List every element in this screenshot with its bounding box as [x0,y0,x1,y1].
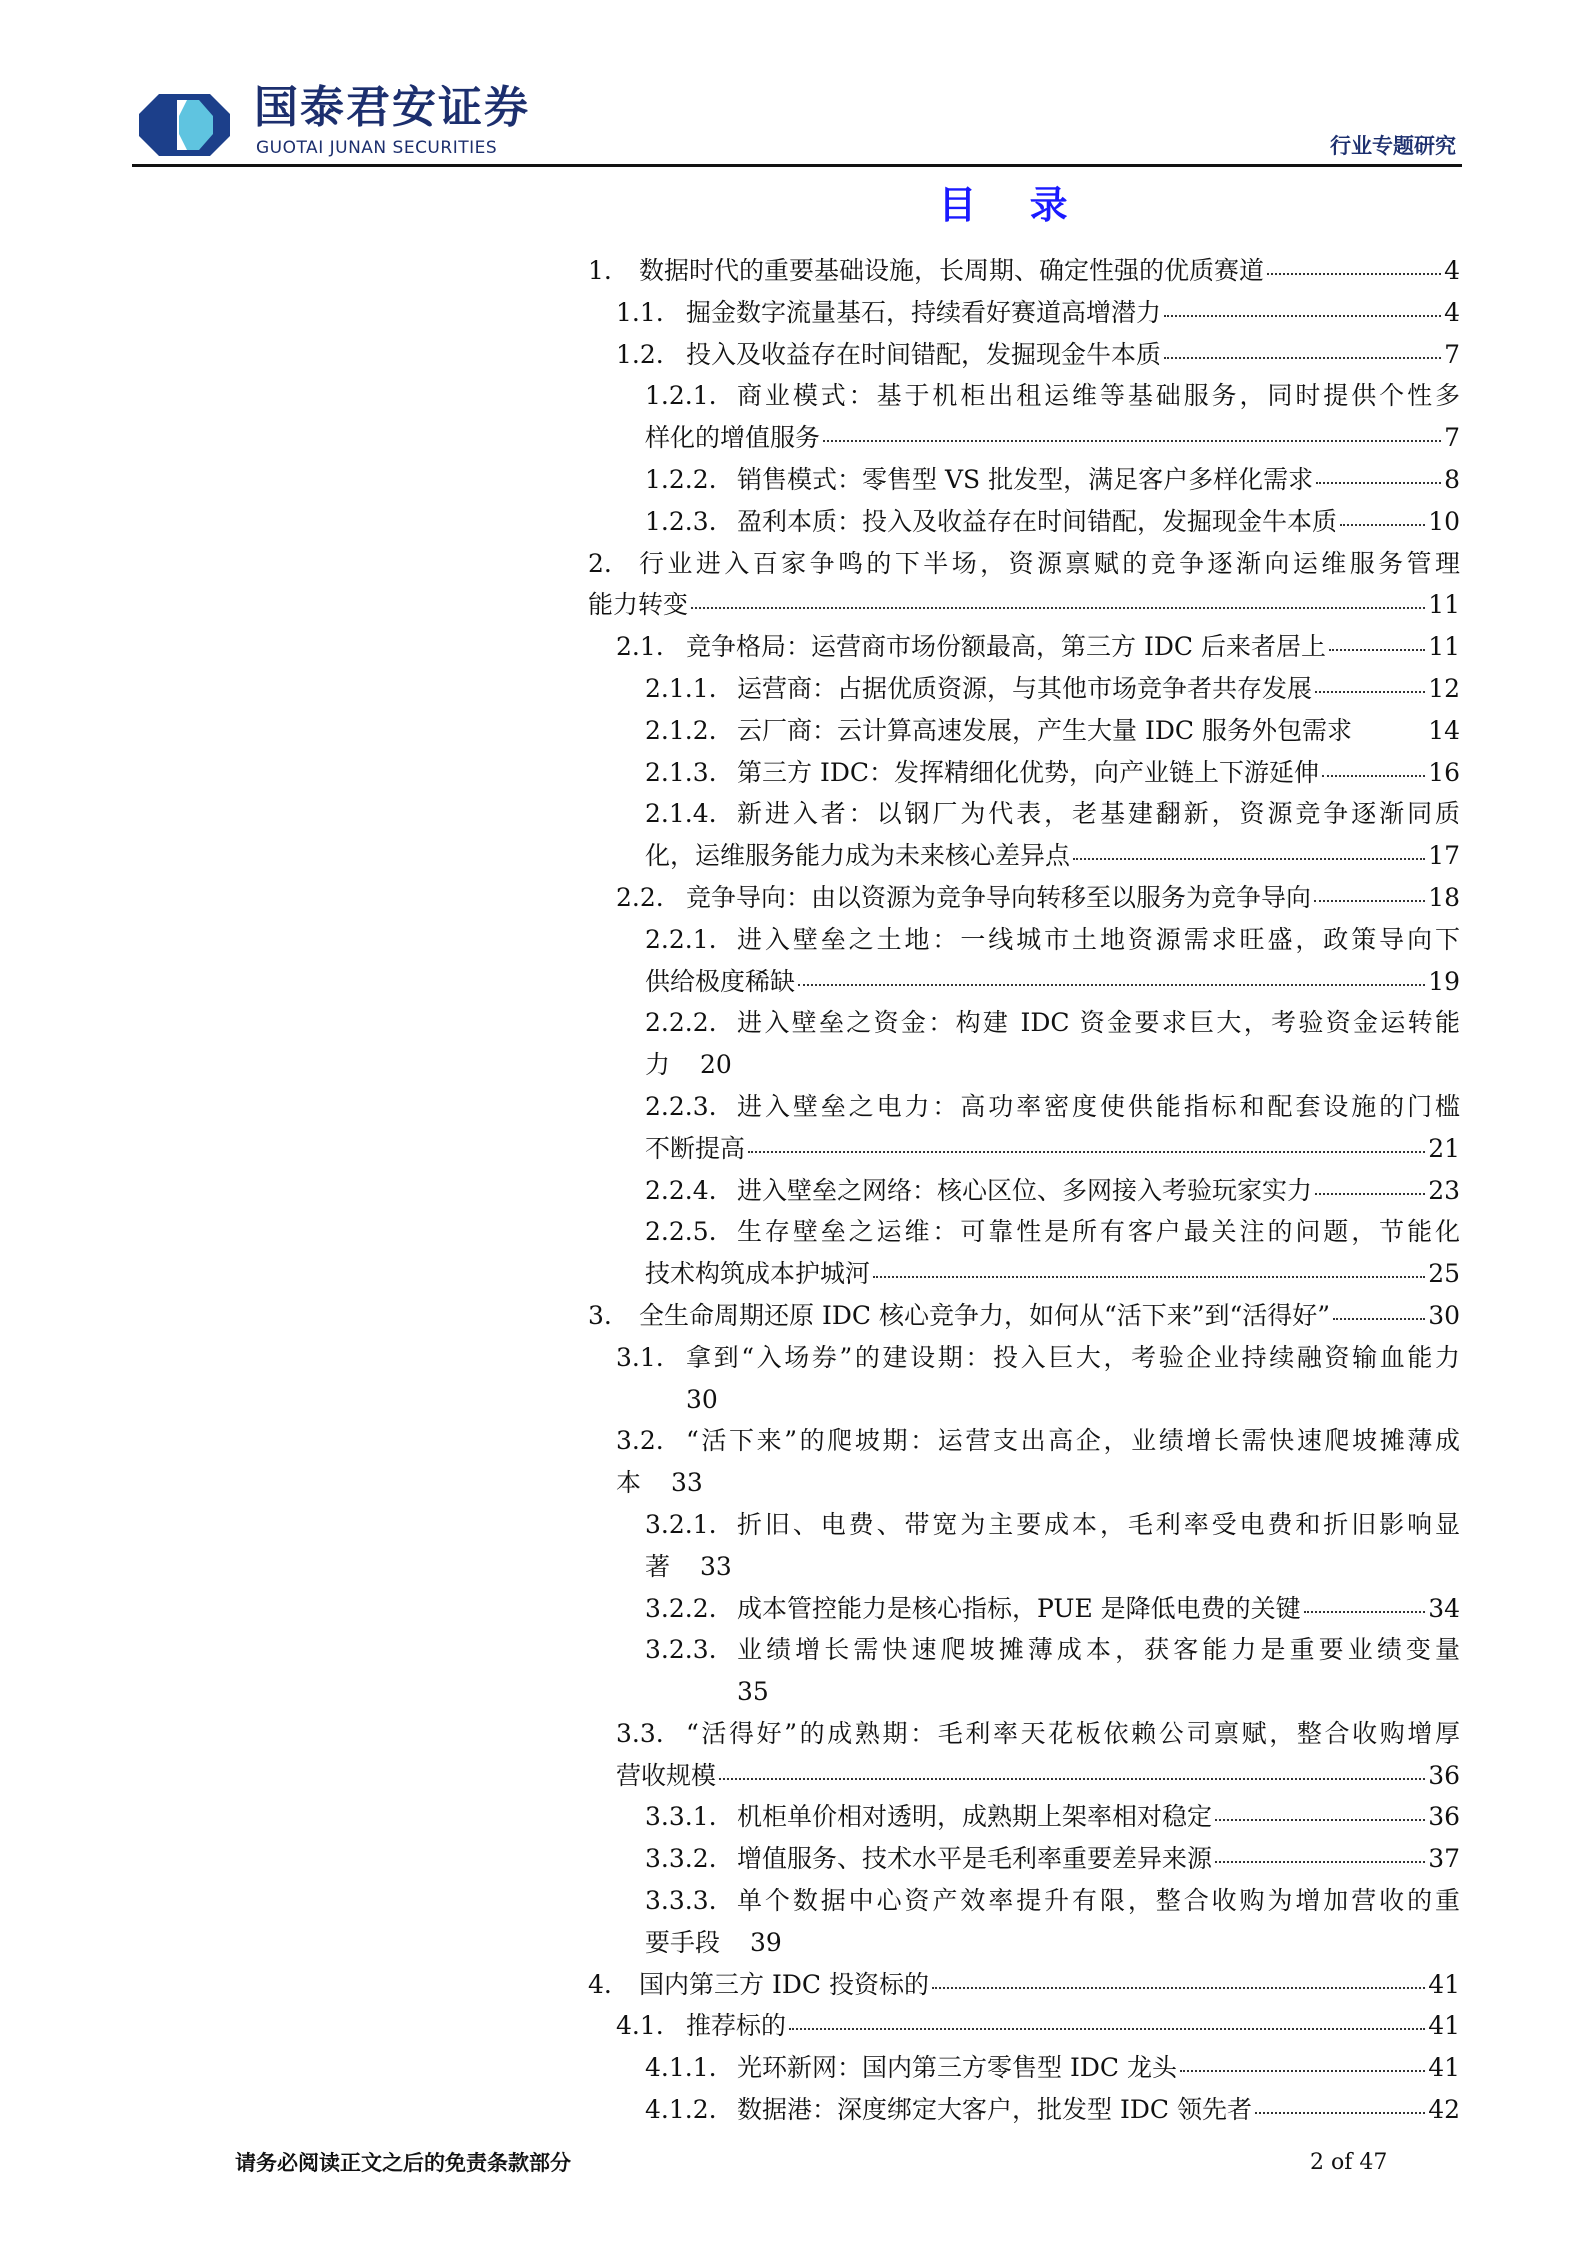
toc-entry-page: 42 [1428,2095,1460,2125]
toc-entry[interactable] [586,334,1460,376]
dot-leader [1315,1193,1425,1195]
toc-entry-title: 成本管控能力是核心指标，PUE 是降低电费的关键 [737,1593,1301,1623]
toc-entry-title: 进入壁垒之网络：核心区位、多网接入考验玩家实力 [737,1175,1313,1205]
toc-line [586,1838,1460,1880]
toc-entry-title: 不断提高 [645,1133,746,1163]
dot-leader [1316,482,1441,484]
toc-entry-page: 41 [1428,2053,1460,2083]
toc-entry[interactable] [586,1880,1460,1964]
toc-entry-number: 3.3. [616,1718,664,1748]
toc-entry-number: 2.1.1. [645,673,717,703]
toc-entry-title: 数据时代的重要基础设施，长周期、确定性强的优质赛道 [639,256,1265,285]
toc-entry-number: 1.2.3. [645,506,717,536]
toc-entry-number: 1.1. [616,297,664,327]
toc-entry-title: 国内第三方 IDC 投资标的 [639,1969,929,1999]
toc-line [586,1379,1460,1421]
dot-leader [1304,1611,1426,1613]
toc-entry-title: 新进入者：以钢厂为代表，老基建翻新，资源竞争逐渐同质 [737,799,1460,829]
brand-name-en: GUOTAI JUNAN SECURITIES [256,138,498,158]
toc-line [586,626,1460,668]
toc-entry-title: 掘金数字流量基石，持续看好赛道高增潜力 [686,297,1162,327]
toc-line [586,1713,1460,1755]
dot-leader [1215,1819,1425,1821]
toc-entry-title: 投入及收益存在时间错配，发掘现金牛本质 [686,339,1162,369]
toc-entry-title: 竞争导向：由以资源为竞争导向转移至以服务为竞争导向 [686,882,1312,912]
toc-entry-title: 行业进入百家争鸣的下半场，资源禀赋的竞争逐渐向运维服务管理 [639,548,1460,578]
toc-line [586,334,1460,376]
toc-entry-title: 增值服务、技术水平是毛利率重要差异来源 [737,1844,1213,1874]
dot-leader [1315,691,1425,693]
toc-entry-number: 2.1.4. [645,799,717,829]
toc-line [586,1337,1460,1379]
toc-entry-number: 4.1. [616,2011,664,2041]
toc-line [586,919,1460,961]
toc-line [586,459,1460,501]
dot-leader [1322,775,1425,777]
header-divider [132,164,1462,167]
toc-entry-title: 商业模式：基于机柜出租运维等基础服务，同时提供个性多 [737,381,1460,411]
toc-entry[interactable] [586,1964,1460,2006]
toc-entry-number: 2.2.4. [645,1175,717,1205]
toc-entry-page: 34 [1428,1593,1460,1623]
toc-line [586,961,1460,1003]
dot-leader [932,1987,1425,1989]
toc-entry-title: 供给极度稀缺 [645,966,796,996]
toc-entry[interactable] [586,626,1460,668]
toc-line [586,292,1460,334]
toc-line [586,1462,1460,1504]
toc-line [586,1420,1460,1462]
toc-entry-page: 14 [1428,715,1460,745]
toc-line [586,752,1460,794]
toc-entry-number: 3.2.2. [645,1593,717,1623]
toc-entry-title: 竞争格局：运营商市场份额最高，第三方 IDC 后来者居上 [686,632,1326,662]
toc-entry-number: 4. [588,1969,612,1999]
toc-entry[interactable] [586,1337,1460,1421]
toc-title: 目 录 [938,182,1088,227]
toc-entry[interactable] [586,877,1460,919]
dot-leader [1329,649,1425,651]
dot-leader [719,1778,1425,1780]
toc-entry[interactable] [586,2005,1460,2047]
toc-entry-title: “活得好”的成熟期：毛利率天花板依赖公司禀赋，整合收购增厚 [686,1718,1460,1748]
dot-leader [823,440,1441,442]
toc-line [586,1295,1460,1337]
toc-entry-number: 4.1.1. [645,2053,717,2083]
toc-entry-title: 运营商：占据优质资源，与其他市场竞争者共存发展 [737,673,1313,703]
toc-entry-title: 著 [645,1551,671,1581]
dot-leader [873,1276,1425,1278]
toc-entry[interactable] [586,292,1460,334]
toc-entry-page: 19 [1428,966,1460,996]
dot-leader [1267,273,1441,275]
toc-entry-number: 3.3.1. [645,1802,717,1832]
toc-entry-title: 云厂商：云计算高速发展，产生大量 IDC 服务外包需求 [737,715,1352,745]
toc-line [586,1629,1460,1671]
toc-entry[interactable] [586,250,1460,292]
toc-entry-title: 进入壁垒之电力：高功率密度使供能指标和配套设施的门槛 [737,1091,1460,1121]
toc-entry[interactable] [586,1796,1460,1838]
toc-line [586,584,1460,626]
toc-line [586,2047,1460,2089]
toc-entry-number: 2.2.5. [645,1217,717,1247]
toc-line [586,1086,1460,1128]
toc-line [586,375,1460,417]
dot-leader [798,984,1425,986]
toc-entry-page: 33 [671,1468,703,1498]
toc-entry-page: 37 [1428,1844,1460,1874]
dot-leader [1255,2112,1425,2114]
toc-line [586,1880,1460,1922]
table-of-contents [586,250,1460,2131]
toc-entry-page: 23 [1428,1175,1460,1205]
toc-entry-number: 1.2. [616,339,664,369]
toc-entry-page: 16 [1428,757,1460,787]
toc-line [586,1253,1460,1295]
toc-line [586,1170,1460,1212]
toc-entry[interactable] [586,1504,1460,1588]
toc-entry-number: 4.1.2. [645,2095,717,2125]
toc-line [586,1796,1460,1838]
toc-entry-page: 25 [1428,1259,1460,1289]
toc-entry-title: 业绩增长需快速爬坡摊薄成本，获客能力是重要业绩变量 [737,1635,1460,1665]
toc-entry-title: 力 [645,1050,671,1080]
toc-line [586,1002,1460,1044]
dot-leader [1215,1861,1425,1863]
dot-leader [748,1151,1425,1153]
toc-entry-page: 7 [1444,423,1460,453]
toc-entry-number: 1. [588,256,612,285]
toc-entry-title: 光环新网：国内第三方零售型 IDC 龙头 [737,2053,1177,2083]
toc-entry-title: 盈利本质：投入及收益存在时间错配，发掘现金牛本质 [737,506,1338,536]
toc-entry-title: 推荐标的 [686,2011,787,2041]
toc-entry-title: 技术构筑成本护城河 [645,1259,871,1289]
toc-entry-page: 17 [1428,841,1460,871]
toc-entry[interactable] [586,1629,1460,1713]
toc-entry-title: 进入壁垒之土地：一线城市土地资源需求旺盛，政策导向下 [737,924,1460,954]
toc-entry-page: 41 [1428,2011,1460,2041]
toc-entry-number: 2.1.2. [645,715,717,745]
toc-entry-title: 数据港：深度绑定大客户，批发型 IDC 领先者 [737,2095,1252,2125]
toc-entry[interactable] [586,1086,1460,1170]
toc-entry-page: 36 [1428,1802,1460,1832]
dot-leader [1164,357,1441,359]
toc-entry-title: 化，运维服务能力成为未来核心差异点 [645,841,1071,871]
toc-entry[interactable] [586,2089,1460,2131]
toc-entry-title: 样化的增值服务 [645,423,821,453]
toc-entry[interactable] [586,668,1460,710]
toc-entry[interactable] [586,793,1460,877]
toc-line [586,1128,1460,1170]
toc-entry-page: 8 [1444,464,1460,494]
dot-leader [789,2028,1425,2030]
toc-entry-page: 11 [1428,590,1460,620]
toc-line [586,1044,1460,1086]
toc-entry[interactable] [586,1002,1460,1086]
toc-entry[interactable] [586,1713,1460,1797]
toc-entry-page: 21 [1428,1133,1460,1163]
toc-entry[interactable] [586,1295,1460,1337]
dot-leader [1164,315,1441,317]
toc-entry-number: 2.1. [616,632,664,662]
toc-entry-page: 10 [1428,506,1460,536]
toc-entry[interactable] [586,1588,1460,1630]
toc-line [586,1964,1460,2006]
toc-entry-number: 2.2.3. [645,1091,717,1121]
toc-entry-title: 销售模式：零售型 VS 批发型，满足客户多样化需求 [737,464,1314,494]
toc-entry-title: 要手段 [645,1927,721,1957]
brand-name-cn: 国泰君安证券 [254,82,530,133]
toc-entry[interactable] [586,2047,1460,2089]
toc-entry-page: 30 [1428,1300,1460,1330]
toc-entry-page: 33 [700,1551,732,1581]
toc-entry-title: 拿到“入场券”的建设期：投入巨大，考验企业持续融资输血能力 [686,1342,1460,1372]
toc-entry-title: 本 [616,1468,642,1498]
toc-entry-number: 2. [588,548,612,578]
dot-leader [1340,524,1425,526]
dot-leader [1073,858,1425,860]
toc-entry-title: 营收规模 [616,1760,717,1790]
toc-entry[interactable] [586,1170,1460,1212]
toc-entry-page: 4 [1444,297,1460,327]
toc-entry-title: 单个数据中心资产效率提升有限，整合收购为增加营收的重 [737,1886,1460,1916]
toc-entry[interactable] [586,919,1460,1003]
toc-entry-number: 2.2. [616,882,664,912]
toc-entry-page: 36 [1428,1760,1460,1790]
toc-line [586,835,1460,877]
toc-line [586,417,1460,459]
dot-leader [1314,900,1425,902]
toc-entry-number: 1.2.1. [645,381,717,411]
toc-line [586,501,1460,543]
dot-leader [1333,1318,1425,1320]
toc-entry-number: 2.2.2. [645,1008,717,1038]
toc-entry-number: 3.2.1. [645,1509,717,1539]
toc-entry-title: “活下来”的爬坡期：运营支出高企，业绩增长需快速爬坡摊薄成 [686,1426,1460,1456]
dot-leader [691,607,1425,609]
toc-line [586,1755,1460,1797]
toc-entry-page: 39 [750,1927,782,1957]
toc-entry-title: 机柜单价相对透明，成熟期上架率相对稳定 [737,1802,1213,1832]
toc-entry-number: 2.2.1. [645,924,717,954]
toc-entry-number: 3.3.3. [645,1886,717,1916]
toc-entry-page: 4 [1444,256,1460,285]
toc-entry-title: 全生命周期还原 IDC 核心竞争力，如何从“活下来”到“活得好” [639,1300,1331,1330]
toc-entry[interactable] [586,1211,1460,1295]
toc-entry[interactable] [586,1420,1460,1504]
toc-entry-number: 3. [588,1300,612,1330]
toc-line [586,1504,1460,1546]
toc-line [586,1588,1460,1630]
toc-entry-number: 1.2.2. [645,464,717,494]
toc-entry-title: 能力转变 [588,590,689,620]
toc-line [586,1922,1460,1964]
toc-entry[interactable] [586,1838,1460,1880]
toc-line [586,1671,1460,1713]
toc-entry-page: 41 [1428,1969,1460,1999]
toc-line [586,710,1460,752]
toc-entry-title: 生存壁垒之运维：可靠性是所有客户最关注的问题，节能化 [737,1217,1460,1247]
guotai-junan-logo-icon [137,92,232,158]
toc-entry-number: 3.3.2. [645,1844,717,1874]
toc-entry-page: 35 [737,1677,769,1707]
toc-entry-page: 7 [1444,339,1460,369]
toc-entry-title: 第三方 IDC：发挥精细化优势，向产业链上下游延伸 [737,757,1319,787]
report-type-label: 行业专题研究 [1330,133,1456,158]
toc-entry[interactable] [586,375,1460,459]
toc-line [586,1546,1460,1588]
toc-entry[interactable] [586,501,1460,543]
toc-entry-number: 2.1.3. [645,757,717,787]
toc-entry[interactable] [586,543,1460,627]
toc-entry-page: 12 [1428,673,1460,703]
toc-entry[interactable] [586,710,1460,752]
toc-entry[interactable] [586,752,1460,794]
toc-entry-number: 3.2.3. [645,1635,717,1665]
toc-entry-page: 20 [700,1050,732,1080]
toc-entry-page: 11 [1428,632,1460,662]
toc-line [586,2089,1460,2131]
toc-line [586,543,1460,585]
toc-line [586,2005,1460,2047]
toc-entry-number: 3.2. [616,1426,664,1456]
toc-entry-page: 18 [1428,882,1460,912]
page-number: 2 of 47 [1310,2150,1388,2175]
disclaimer-note: 请务必阅读正文之后的免责条款部分 [235,2151,571,2175]
toc-entry[interactable] [586,459,1460,501]
toc-line [586,250,1460,292]
toc-entry-title: 折旧、电费、带宽为主要成本，毛利率受电费和折旧影响显 [737,1509,1460,1539]
toc-entry-title: 进入壁垒之资金：构建 IDC 资金要求巨大，考验资金运转能 [737,1008,1460,1038]
toc-line [586,1211,1460,1253]
toc-entry-number: 3.1. [616,1342,664,1372]
toc-entry-page: 30 [686,1384,718,1414]
toc-line [586,793,1460,835]
toc-line [586,877,1460,919]
dot-leader [1180,2070,1425,2072]
toc-line [586,668,1460,710]
